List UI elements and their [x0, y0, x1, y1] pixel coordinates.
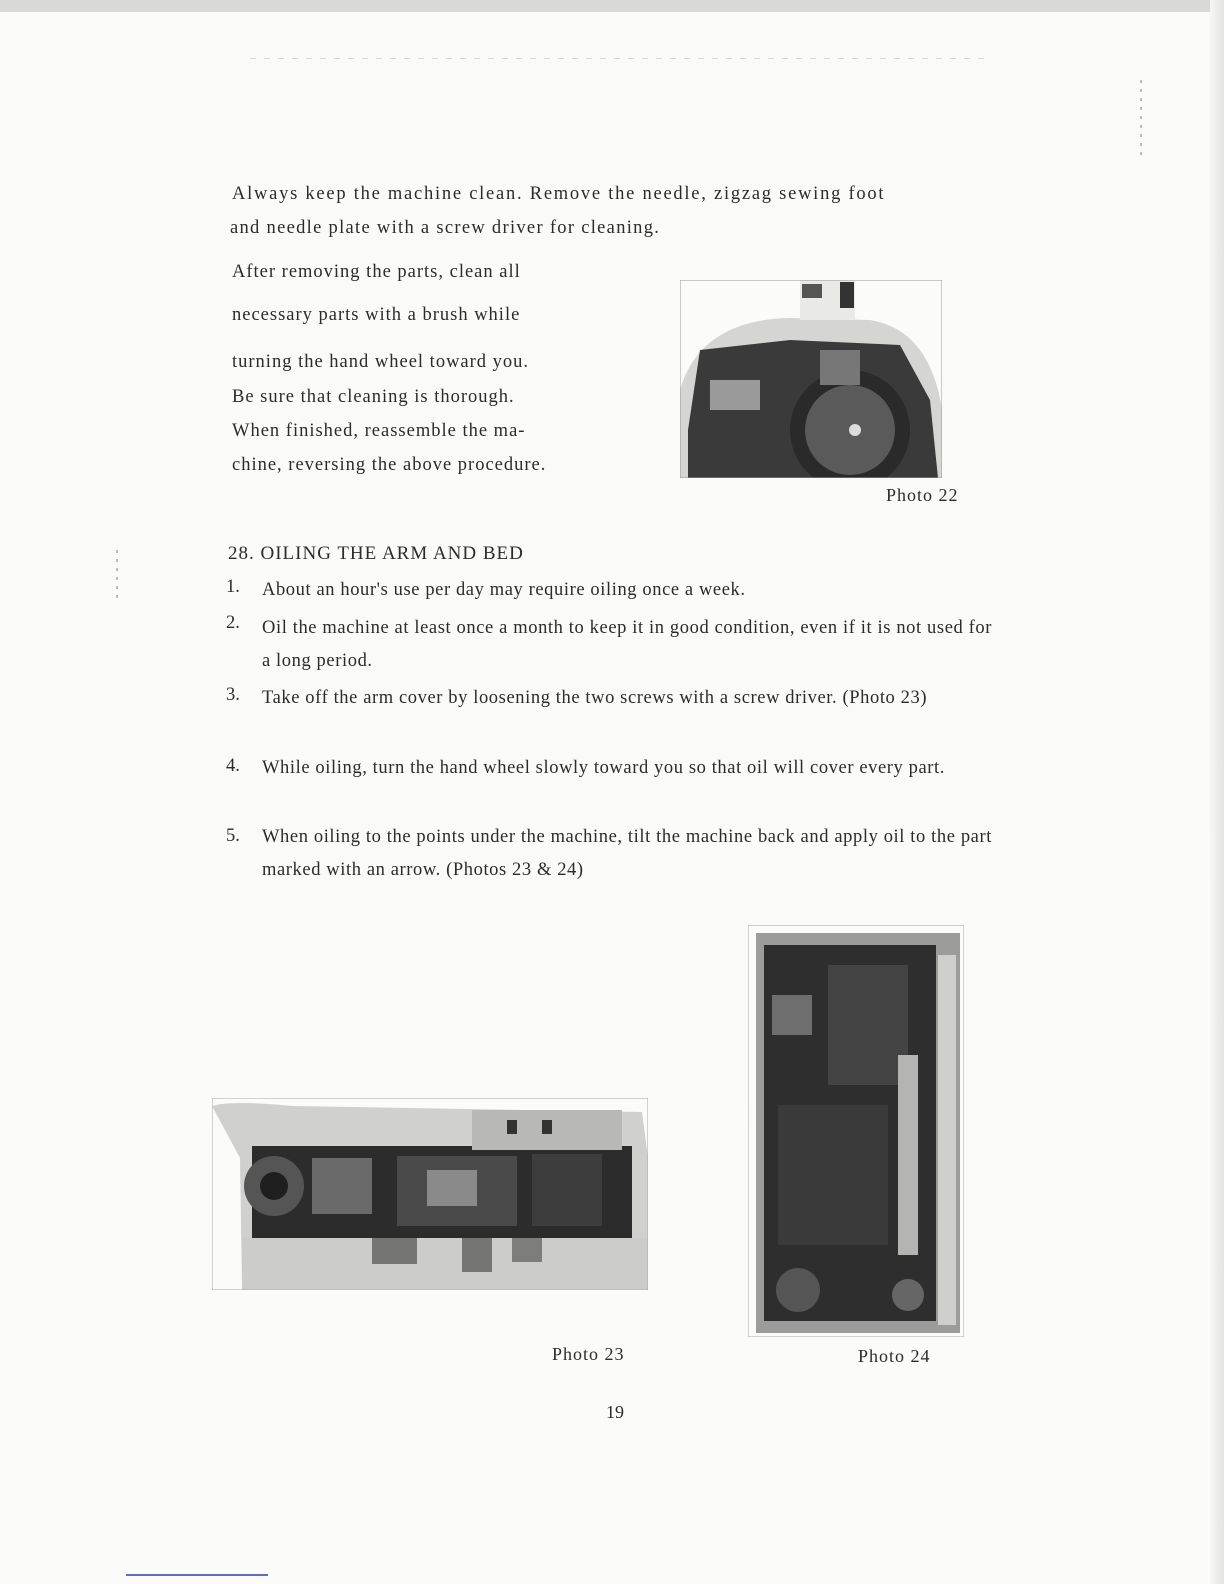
section-heading: 28. OILING THE ARM AND BED	[228, 543, 524, 564]
photo-24-caption: Photo 24	[858, 1346, 931, 1366]
photo-24-underside	[748, 925, 964, 1337]
item-number: 1.	[226, 577, 240, 597]
cleaning-line: necessary parts with a brush while	[232, 305, 521, 325]
item-text: While oiling, turn the hand wheel slowly toward you so that oil will cover every part.	[262, 758, 946, 778]
cleaning-line: turning the hand wheel toward you.	[232, 352, 530, 372]
page-number: 19	[606, 1402, 624, 1422]
item-text: Oil the machine at least once a month to keep it in good condition, even if it is not used for a long period.	[262, 618, 992, 671]
item-number: 2.	[226, 613, 240, 633]
item-number: 4.	[226, 756, 240, 776]
cleaning-line: chine, reversing the above procedure.	[232, 455, 547, 475]
item-text: Take off the arm cover by loosening the two screws with a screw driver. (Photo 23)	[262, 688, 928, 708]
underline-artifact	[126, 1574, 268, 1576]
cleaning-line: After removing the parts, clean all	[232, 262, 521, 282]
scan-artifact-dots	[1140, 80, 1142, 160]
item-number: 3.	[226, 685, 240, 705]
cleaning-line: Be sure that cleaning is thorough.	[232, 387, 515, 407]
intro-line-1: Always keep the machine clean. Remove the needle, zigzag sewing foot	[232, 184, 886, 204]
scan-edge-top	[0, 0, 1224, 12]
item-text: About an hour's use per day may require oiling once a week.	[262, 580, 746, 600]
item-text: When oiling to the points under the machine, tilt the machine back and apply oil to the part marked with an arrow. (Photos 23 & 24)	[262, 827, 992, 880]
photo-23-arm-interior	[212, 1098, 648, 1290]
scan-edge-right	[1210, 0, 1224, 1584]
intro-line-2: and needle plate with a screw driver for cleaning.	[230, 218, 661, 238]
photo-22-caption: Photo 22	[886, 485, 959, 505]
photo-23-caption: Photo 23	[552, 1344, 625, 1364]
scan-artifact-line	[250, 58, 990, 59]
cleaning-line: When finished, reassemble the ma-	[232, 421, 526, 441]
photo-22-needle-plate-area	[680, 280, 942, 478]
item-number: 5.	[226, 826, 240, 846]
scan-artifact-dots	[116, 550, 118, 600]
